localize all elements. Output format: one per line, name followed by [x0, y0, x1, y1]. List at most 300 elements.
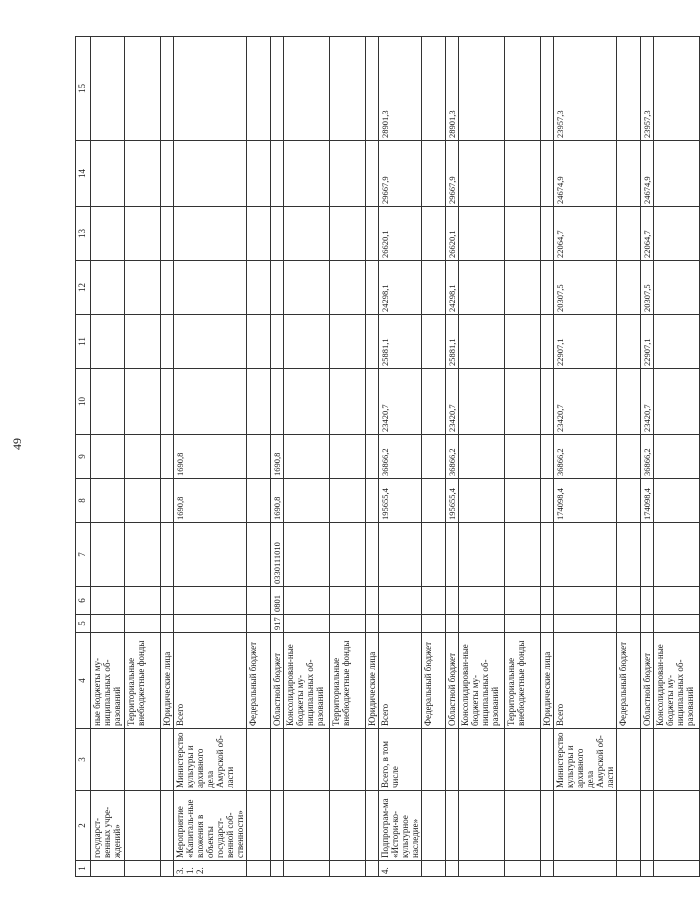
table-cell: 26620,1	[379, 207, 422, 261]
table-cell: Юридические лица	[366, 633, 379, 729]
table-cell	[125, 261, 161, 315]
table-cell: Подпрограм-ма «Истори-ко-культурное наследие»	[379, 791, 422, 861]
table-cell	[330, 615, 366, 633]
table-cell: Федеральный бюджет	[247, 633, 271, 729]
table-cell	[330, 261, 366, 315]
table-cell	[284, 587, 330, 615]
table-cell: Областной бюджет	[271, 633, 284, 729]
table-cell	[161, 523, 174, 587]
table-row	[446, 37, 459, 877]
table-row	[554, 37, 617, 877]
header-cell: 3	[76, 729, 91, 791]
table-cell	[247, 141, 271, 207]
table-cell	[617, 207, 641, 261]
table-row	[379, 37, 422, 877]
table-cell	[330, 141, 366, 207]
table-cell	[554, 587, 617, 615]
table-cell	[541, 435, 554, 479]
table-cell	[654, 615, 700, 633]
table-cell: 22064,7	[641, 207, 654, 261]
table-cell	[459, 615, 505, 633]
header-cell: 15	[76, 37, 91, 141]
header-cell: 14	[76, 141, 91, 207]
table-cell	[459, 729, 505, 791]
table-cell	[125, 729, 161, 791]
table-cell: Всего	[174, 633, 247, 729]
table-cell	[366, 141, 379, 207]
table-cell	[91, 37, 125, 141]
table-cell: Юридические лица	[541, 633, 554, 729]
table-cell	[125, 523, 161, 587]
table-cell	[366, 615, 379, 633]
table-cell	[505, 261, 541, 315]
table-cell	[541, 523, 554, 587]
table-cell	[505, 315, 541, 369]
table-cell	[247, 315, 271, 369]
table-cell: 36866,2	[554, 435, 617, 479]
table-cell	[446, 791, 459, 861]
table-cell: 4.	[379, 861, 422, 877]
table-cell	[330, 435, 366, 479]
table-cell	[247, 615, 271, 633]
table-cell	[284, 435, 330, 479]
table-cell	[271, 261, 284, 315]
table-cell	[654, 587, 700, 615]
table-cell	[554, 523, 617, 587]
table-cell	[459, 523, 505, 587]
table-cell: 22907,1	[641, 315, 654, 369]
table-cell: 3.1.2.	[174, 861, 247, 877]
header-cell: 11	[76, 315, 91, 369]
table-cell	[330, 861, 366, 877]
table-cell	[271, 729, 284, 791]
table-cell: 28901,3	[379, 37, 422, 141]
table-row	[654, 37, 700, 877]
table-cell	[617, 37, 641, 141]
table-cell	[459, 435, 505, 479]
table-cell	[541, 37, 554, 141]
table-cell	[505, 37, 541, 141]
table-cell	[654, 141, 700, 207]
table-cell	[330, 791, 366, 861]
table-cell	[541, 261, 554, 315]
table-cell	[422, 37, 446, 141]
table-cell: 22064,7	[554, 207, 617, 261]
table-cell	[641, 791, 654, 861]
table-cell	[174, 615, 247, 633]
table-cell	[505, 791, 541, 861]
table-cell	[284, 791, 330, 861]
table-cell	[284, 261, 330, 315]
table-cell	[284, 369, 330, 435]
table-cell: 174098,4	[554, 479, 617, 523]
table-cell: 1690,8	[174, 435, 247, 479]
table-cell	[247, 729, 271, 791]
table-cell	[330, 37, 366, 141]
page-number: 49	[10, 438, 24, 450]
table-cell	[617, 861, 641, 877]
table-cell: Федеральный бюджет	[422, 633, 446, 729]
table-cell	[125, 861, 161, 877]
table-cell	[541, 479, 554, 523]
table-cell	[541, 791, 554, 861]
table-cell	[459, 861, 505, 877]
table-cell	[459, 369, 505, 435]
table-cell	[91, 861, 125, 877]
table-cell	[505, 435, 541, 479]
table-cell	[366, 479, 379, 523]
table-cell	[161, 261, 174, 315]
table-cell	[505, 587, 541, 615]
table-cell	[554, 861, 617, 877]
table-cell	[284, 37, 330, 141]
table-cell: 23420,7	[641, 369, 654, 435]
table-cell: 29667,9	[446, 141, 459, 207]
table-cell	[446, 729, 459, 791]
table-cell	[459, 791, 505, 861]
table-cell	[654, 207, 700, 261]
header-cell: 6	[76, 587, 91, 615]
table-cell: 29667,9	[379, 141, 422, 207]
header-row	[76, 37, 91, 877]
table-cell	[505, 861, 541, 877]
table-cell	[541, 729, 554, 791]
table-cell	[654, 315, 700, 369]
table-cell	[654, 369, 700, 435]
table-cell	[174, 37, 247, 141]
table-cell	[247, 207, 271, 261]
table-cell	[617, 729, 641, 791]
table-cell	[91, 587, 125, 615]
table-cell	[541, 315, 554, 369]
table-cell	[330, 729, 366, 791]
table-cell	[284, 207, 330, 261]
table-cell	[422, 729, 446, 791]
table-cell: 23420,7	[379, 369, 422, 435]
table-cell	[330, 315, 366, 369]
table-cell	[617, 435, 641, 479]
table-cell	[366, 729, 379, 791]
table-cell	[554, 615, 617, 633]
table-cell	[617, 479, 641, 523]
table-cell	[174, 141, 247, 207]
table-cell	[91, 729, 125, 791]
table-cell	[271, 207, 284, 261]
table-cell	[379, 587, 422, 615]
table-cell	[654, 523, 700, 587]
table-cell	[247, 479, 271, 523]
table-cell: государст-венных учре-ждений»	[91, 791, 125, 861]
header-cell: 8	[76, 479, 91, 523]
table-cell: 22907,1	[554, 315, 617, 369]
budget-table	[75, 36, 700, 877]
table-cell	[284, 729, 330, 791]
table-cell: 23420,7	[446, 369, 459, 435]
table-row	[284, 37, 330, 877]
table-cell	[654, 729, 700, 791]
table-cell: Территориальные внебюджетные фонды	[330, 633, 366, 729]
table-row	[541, 37, 554, 877]
table-cell: ные бюджеты му-ниципальных об-разований	[91, 633, 125, 729]
table-cell	[654, 479, 700, 523]
table-cell	[125, 587, 161, 615]
table-cell: 25881,1	[379, 315, 422, 369]
table-row	[174, 37, 247, 877]
table-cell	[366, 861, 379, 877]
table-cell	[541, 207, 554, 261]
table-row	[330, 37, 366, 877]
table-cell: 1690,8	[271, 435, 284, 479]
table-cell: 174098,4	[641, 479, 654, 523]
table-cell	[541, 369, 554, 435]
table-cell	[271, 37, 284, 141]
table-cell	[125, 435, 161, 479]
header-cell: 13	[76, 207, 91, 261]
table-cell: Федеральный бюджет	[617, 633, 641, 729]
table-cell	[366, 435, 379, 479]
table-cell	[654, 37, 700, 141]
table-cell	[125, 207, 161, 261]
table-cell	[505, 369, 541, 435]
table-cell: 36866,2	[379, 435, 422, 479]
table-cell	[247, 369, 271, 435]
table-cell: Министерство культуры и архивного дела Амурской об-ласти	[554, 729, 617, 791]
table-row	[617, 37, 641, 877]
table-cell	[459, 587, 505, 615]
table-cell	[422, 141, 446, 207]
table-cell	[446, 523, 459, 587]
table-cell: 195655,4	[379, 479, 422, 523]
table-cell	[505, 615, 541, 633]
table-cell: 23420,7	[554, 369, 617, 435]
table-cell	[161, 141, 174, 207]
table-cell	[459, 261, 505, 315]
table-cell	[379, 615, 422, 633]
table-cell: Консолидирован-ные бюджеты му-ниципальных об-разований	[284, 633, 330, 729]
header-cell: 10	[76, 369, 91, 435]
table-cell	[505, 207, 541, 261]
table-cell: 36866,2	[446, 435, 459, 479]
table-cell: Всего, в том числе	[379, 729, 422, 791]
table-cell	[541, 587, 554, 615]
table-cell	[422, 315, 446, 369]
header-cell: 7	[76, 523, 91, 587]
table-cell	[617, 523, 641, 587]
table-cell	[654, 791, 700, 861]
table-cell	[505, 141, 541, 207]
table-cell: 195655,4	[446, 479, 459, 523]
table-cell: 20307,5	[641, 261, 654, 315]
table-cell	[654, 435, 700, 479]
table-cell	[366, 523, 379, 587]
table-cell	[91, 435, 125, 479]
header-cell: 2	[76, 791, 91, 861]
table-cell	[459, 315, 505, 369]
table-cell	[422, 479, 446, 523]
table-cell	[161, 207, 174, 261]
table-cell	[91, 615, 125, 633]
table-cell	[161, 435, 174, 479]
table-cell: Областной бюджет	[446, 633, 459, 729]
table-cell: 917	[271, 615, 284, 633]
table-cell: 0330111010	[271, 523, 284, 587]
table-cell	[366, 315, 379, 369]
table-cell	[247, 523, 271, 587]
table-cell	[284, 315, 330, 369]
table-cell	[366, 791, 379, 861]
header-cell: 1	[76, 861, 91, 877]
table-cell	[330, 587, 366, 615]
table-cell	[161, 587, 174, 615]
header-cell: 5	[76, 615, 91, 633]
table-row	[641, 37, 654, 877]
table-cell	[91, 207, 125, 261]
table-cell	[91, 523, 125, 587]
header-cell: 4	[76, 633, 91, 729]
table-cell	[174, 261, 247, 315]
table-cell	[641, 615, 654, 633]
table-cell	[91, 369, 125, 435]
table-cell	[422, 523, 446, 587]
table-cell	[161, 791, 174, 861]
table-cell	[284, 861, 330, 877]
table-cell	[617, 261, 641, 315]
table-cell	[161, 369, 174, 435]
table-cell	[366, 261, 379, 315]
table-cell	[617, 315, 641, 369]
table-cell	[174, 587, 247, 615]
table-cell: 1690,8	[271, 479, 284, 523]
table-cell	[247, 587, 271, 615]
table-cell	[91, 141, 125, 207]
table-cell	[459, 207, 505, 261]
table-cell	[161, 479, 174, 523]
table-cell	[446, 587, 459, 615]
table-cell	[422, 791, 446, 861]
table-cell	[459, 37, 505, 141]
table-cell: Областной бюджет	[641, 633, 654, 729]
table-cell	[505, 479, 541, 523]
document-table-container	[75, 37, 695, 877]
table-cell: 20307,5	[554, 261, 617, 315]
table-cell	[125, 791, 161, 861]
table-cell	[247, 861, 271, 877]
table-row	[366, 37, 379, 877]
table-cell	[366, 587, 379, 615]
table-cell: 0801	[271, 587, 284, 615]
table-cell: Консолидирован-ные бюджеты му-ниципальных об-разований	[459, 633, 505, 729]
table-cell	[366, 37, 379, 141]
table-cell	[284, 141, 330, 207]
table-cell	[617, 587, 641, 615]
table-cell	[422, 207, 446, 261]
table-cell	[641, 861, 654, 877]
table-cell	[422, 587, 446, 615]
table-cell	[271, 861, 284, 877]
table-cell: Территориальные внебюджетные фонды	[125, 633, 161, 729]
table-cell	[247, 791, 271, 861]
table-cell	[330, 207, 366, 261]
table-cell: 23957,3	[554, 37, 617, 141]
table-cell	[161, 615, 174, 633]
table-row	[505, 37, 541, 877]
table-cell	[125, 479, 161, 523]
table-cell: Министерство культуры и архивного дела Амурской об-ласти	[174, 729, 247, 791]
header-cell: 12	[76, 261, 91, 315]
table-cell: 24298,1	[446, 261, 459, 315]
table-cell	[654, 261, 700, 315]
table-cell	[505, 523, 541, 587]
table-cell	[422, 369, 446, 435]
table-cell	[422, 615, 446, 633]
table-cell	[125, 141, 161, 207]
table-cell	[422, 261, 446, 315]
table-cell: Территориальные внебюджетные фонды	[505, 633, 541, 729]
table-cell	[654, 861, 700, 877]
table-cell	[247, 37, 271, 141]
table-cell	[541, 615, 554, 633]
table-cell	[174, 315, 247, 369]
table-cell	[161, 729, 174, 791]
table-cell	[541, 861, 554, 877]
table-cell	[617, 615, 641, 633]
table-cell	[422, 861, 446, 877]
table-row	[459, 37, 505, 877]
table-row	[271, 37, 284, 877]
table-cell: 24674,9	[554, 141, 617, 207]
table-cell: 1690,8	[174, 479, 247, 523]
table-cell	[174, 369, 247, 435]
table-cell	[161, 315, 174, 369]
table-cell	[617, 791, 641, 861]
table-cell	[617, 141, 641, 207]
table-cell	[366, 207, 379, 261]
table-cell	[125, 315, 161, 369]
table-cell: 25881,1	[446, 315, 459, 369]
table-cell	[125, 369, 161, 435]
table-cell	[379, 523, 422, 587]
table-cell	[505, 729, 541, 791]
table-cell: Всего	[379, 633, 422, 729]
table-cell: 36866,2	[641, 435, 654, 479]
table-cell	[459, 479, 505, 523]
table-cell	[91, 479, 125, 523]
table-cell	[641, 587, 654, 615]
table-row	[91, 37, 125, 877]
table-cell	[174, 523, 247, 587]
table-cell	[271, 315, 284, 369]
table-cell	[271, 141, 284, 207]
header-cell: 9	[76, 435, 91, 479]
table-cell	[446, 861, 459, 877]
table-row	[161, 37, 174, 877]
table-row	[422, 37, 446, 877]
table-cell	[284, 615, 330, 633]
table-cell	[641, 523, 654, 587]
table-cell	[330, 523, 366, 587]
table-cell	[459, 141, 505, 207]
table-cell	[247, 261, 271, 315]
table-cell	[446, 615, 459, 633]
table-cell	[330, 369, 366, 435]
table-cell	[271, 369, 284, 435]
table-cell	[366, 369, 379, 435]
table-cell	[91, 261, 125, 315]
table-cell: 23957,3	[641, 37, 654, 141]
table-cell	[161, 861, 174, 877]
table-cell	[271, 791, 284, 861]
table-row	[247, 37, 271, 877]
